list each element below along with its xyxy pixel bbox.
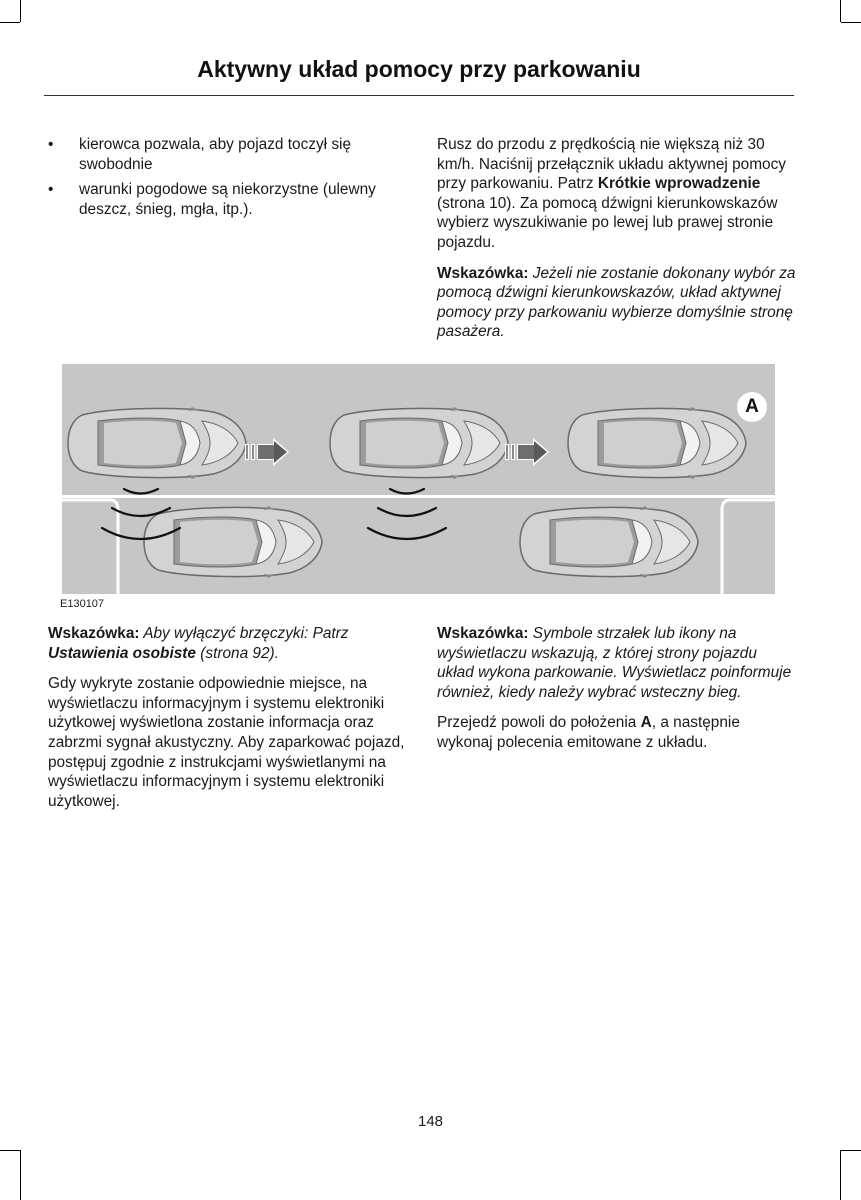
crop-mark	[20, 1150, 21, 1200]
crop-mark	[841, 22, 861, 23]
bullet-item	[48, 180, 408, 219]
lane-line	[62, 495, 775, 498]
note-label: Wskazówka:	[437, 264, 529, 282]
bullet-text: warunki pogodowe są niekorzystne (ulewny deszcz, śnieg, mgła, itp.).	[79, 181, 376, 218]
crop-mark	[0, 22, 20, 23]
crop-mark	[0, 1150, 20, 1151]
position-a-label: A	[745, 396, 759, 417]
right-bottom-column	[437, 624, 797, 764]
curb-right	[722, 500, 775, 594]
parked-car-1	[144, 506, 322, 578]
page-title: Aktywny układ pomocy przy parkowaniu	[197, 56, 641, 82]
page-number: 148	[417, 1113, 444, 1130]
bullet-item	[48, 135, 408, 174]
parking-diagram	[62, 364, 775, 594]
body-paragraph: Przejedź powoli do położenia A, a następnie wykonaj polecenia emitowane z układu.	[437, 714, 740, 751]
crop-mark	[840, 0, 841, 22]
moving-car-3	[568, 407, 746, 479]
crop-mark	[841, 1150, 861, 1151]
left-bottom-column	[48, 624, 413, 822]
bullet-text: kierowca pozwala, aby pojazd toczył się swobodnie	[79, 136, 352, 173]
bullet-symbol: •	[48, 136, 54, 153]
parked-car-2	[520, 506, 698, 578]
moving-car-1	[68, 407, 246, 479]
note-paragraph: Wskazówka: Aby wyłączyć brzęczyki: Patrz Ustawienia osobiste (strona 92).	[48, 625, 349, 662]
title-rule	[44, 95, 794, 96]
cross-reference-link[interactable]: Ustawienia osobiste	[48, 644, 196, 662]
crop-mark	[840, 1150, 841, 1200]
crop-mark	[20, 0, 21, 22]
moving-car-2	[330, 407, 508, 479]
instruction-paragraph: Rusz do przodu z prędkością nie większą niż 30 km/h. Naciśnij przełącznik układu aktywnej pomocy przy parkowaniu. Patrz Krótkie wprowadzenie (strona 10). Za pomocą dźwigni kierunkowskazów wybierz wyszukiwanie po lewej lub prawej stronie pojazdu.	[437, 136, 786, 251]
bullet-symbol: •	[48, 181, 54, 199]
note-paragraph: Wskazówka: Jeżeli nie zostanie dokonany wybór za pomocą dźwigni kierunkowskazów, układ aktywnej pomocy przy parkowaniu wybierze domyślnie stronę pasażera.	[437, 264, 796, 341]
bullet-list	[48, 135, 408, 219]
cross-reference-link[interactable]: Krótkie wprowadzenie	[597, 175, 761, 193]
direction-arrow-icon	[245, 438, 289, 466]
note-paragraph: Wskazówka: Symbole strzałek lub ikony na wyświetlaczu wskazują, z której strony pojazdu układ wykona parkowanie. Wyświetlacz poinformuje również, kiedy należy wybrać wsteczny bieg.	[437, 625, 792, 701]
parking-diagram-svg	[62, 364, 775, 594]
note-label: Wskazówka:	[437, 625, 529, 642]
right-top-column	[437, 135, 797, 353]
left-top-column	[48, 135, 408, 225]
curb-left	[62, 500, 118, 594]
body-paragraph: Gdy wykryte zostanie odpowiednie miejsce, na wyświetlaczu informacyjnym i systemu elektroniki użytkowej wyświetlona zostanie informacja oraz zabrzmi sygnał akustyczny. Aby zaparkować pojazd, postępuj zgodnie z instrukcjami wyświetlanymi na wyświetlaczu informacyjnym i systemu elektroniki użytkowej.	[48, 675, 405, 810]
figure-code: E130107	[60, 598, 105, 610]
direction-arrow-icon	[505, 438, 549, 466]
note-label: Wskazówka:	[48, 625, 140, 642]
